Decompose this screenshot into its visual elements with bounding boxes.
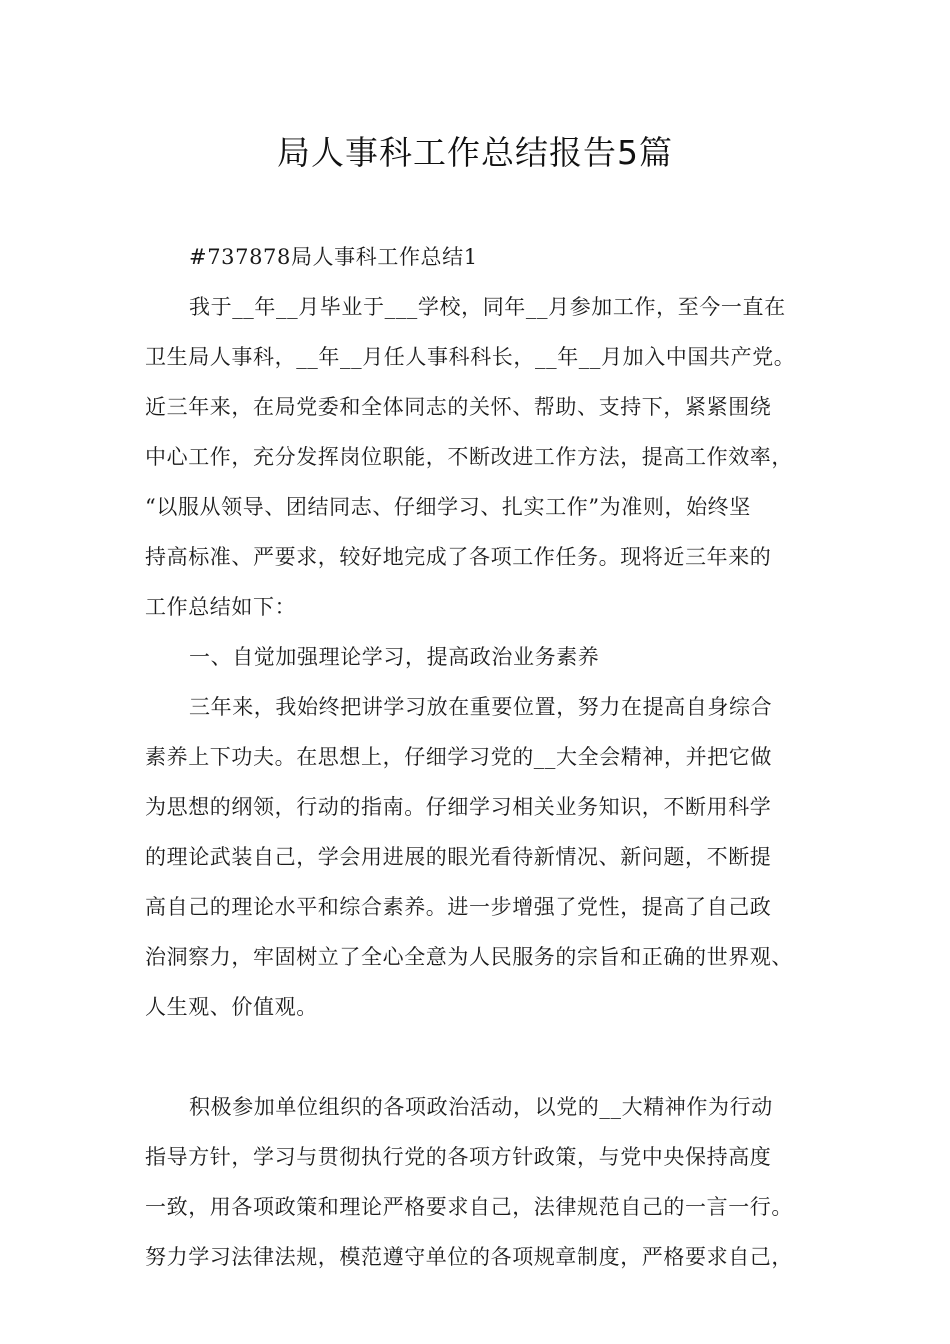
paragraph-line: 的理论武装自己，学会用进展的眼光看待新情况、新问题，不断提 (145, 845, 772, 869)
paragraph-line: 指导方针，学习与贯彻执行党的各项方针政策，与党中央保持高度 (145, 1145, 772, 1169)
paragraph-gap (145, 1032, 825, 1082)
document-title: 局人事科工作总结报告5篇 (277, 133, 673, 172)
paragraph-line: 努力学习法律法规，模范遵守单位的各项规章制度，严格要求自己， (145, 1245, 793, 1269)
paragraph-line: 三年来，我始终把讲学习放在重要位置，努力在提高自身综合 (189, 695, 773, 719)
paragraph-line: 持高标准、严要求，较好地完成了各项工作任务。现将近三年来的 (145, 545, 772, 569)
paragraph-line: 我于__年__月毕业于___学校，同年__月参加工作，至今一直在 (189, 295, 786, 319)
paragraph-line: 卫生局人事科，__年__月任人事科科长，__年__月加入中国共产党。 (145, 345, 796, 369)
section-heading-1: #737878局人事科工作总结1 (189, 245, 478, 269)
paragraph-line: 工作总结如下： (145, 595, 297, 619)
paragraph-line: 中心工作，充分发挥岗位职能，不断改进工作方法，提高工作效率， (145, 445, 793, 469)
document-body (145, 232, 825, 1282)
paragraph-line: 积极参加单位组织的各项政治活动，以党的__大精神作为行动 (189, 1095, 773, 1119)
paragraph-line: 一致，用各项政策和理论严格要求自己，法律规范自己的一言一行。 (145, 1195, 793, 1219)
paragraph-line: 治洞察力，牢固树立了全心全意为人民服务的宗旨和正确的世界观、 (145, 945, 793, 969)
paragraph-line: 高自己的理论水平和综合素养。进一步增强了党性，提高了自己政 (145, 895, 772, 919)
section-heading: 一、自觉加强理论学习，提高政治业务素养 (189, 645, 600, 669)
paragraph-line: “以服从领导、团结同志、仔细学习、扎实工作”为准则，始终坚 (145, 495, 751, 519)
paragraph-line: 素养上下功夫。在思想上，仔细学习党的__大全会精神，并把它做 (145, 745, 772, 769)
paragraph-line: 近三年来，在局党委和全体同志的关怀、帮助、支持下，紧紧围绕 (145, 395, 772, 419)
paragraph-line: 为思想的纲领，行动的指南。仔细学习相关业务知识，不断用科学 (145, 795, 772, 819)
paragraph-line: 人生观、价值观。 (145, 995, 318, 1019)
